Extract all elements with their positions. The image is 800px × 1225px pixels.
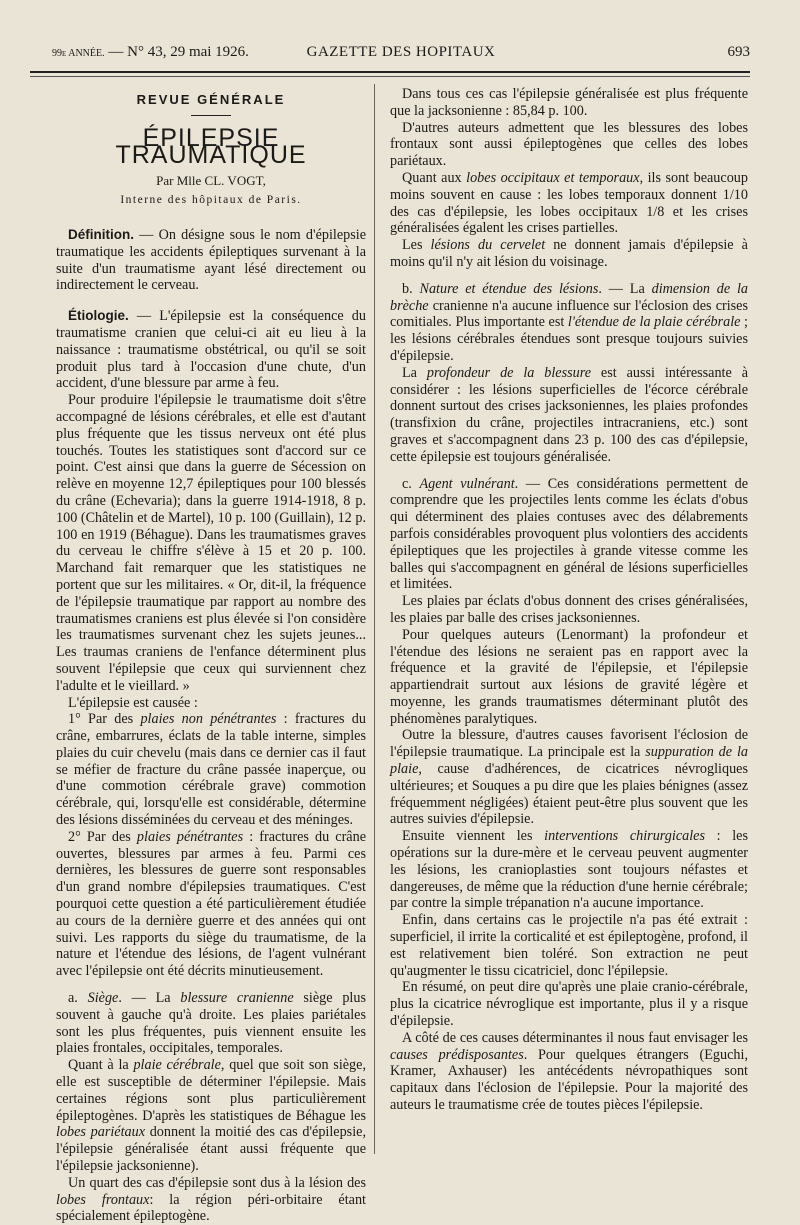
text-prof-1: La <box>402 364 427 381</box>
text-unquart-2: : la région péri-orbitaire étant spécialement épileptogène. <box>56 1191 366 1225</box>
term-siege: Siège <box>87 990 119 1007</box>
text-ensuite-1: Ensuite viennent les <box>402 828 545 845</box>
heading-etiologie: Étiologie. <box>68 308 129 324</box>
term-interventions: interventions chirurgicales <box>544 828 705 845</box>
left-column <box>56 86 366 1225</box>
running-head <box>52 44 750 66</box>
term-blessure-cranienne: blessure cranienne <box>180 990 294 1007</box>
author-affiliation: Interne des hôpitaux de Paris. <box>120 194 302 207</box>
text-cerv-2: ne donnent jamais d'épilepsie à moins qu'il n'y ait lésion du voisinage. <box>390 237 748 270</box>
paragraph-cervelet <box>390 237 748 271</box>
sub-label-a: a. <box>68 990 88 1007</box>
paragraph-projectile: Enfin, dans certains cas le projectile n'a pas été extrait : superficiel, il irrite la corticalité et est épileptogène, profond, il est relativement bien toléré. Son extraction ne peut qu'augmenter le tissu cicatriciel, donc l'épilepsie. <box>390 912 748 979</box>
text-nature-3: ; les lésions cérébrales étendues sont presque toujours suivies d'épilepsie. <box>390 314 748 364</box>
paragraph-lenormant: Pour quelques auteurs (Lenormant) la profondeur et l'étendue des lésions ne seraient pas en rapport avec la fréquence et la gravité de l'épilepsie, et l'épilepsie appartiendrait surtout aux lésions de gravité légère et moyenne, les grands traumatismes déterminant plutôt des phénomènes paralytiques. <box>390 626 748 727</box>
term-suppuration: suppuration de la plaie <box>390 744 748 778</box>
paragraph-profondeur <box>390 365 748 466</box>
paragraph-interventions <box>390 828 748 912</box>
term-etendue-plaie: l'étendue de la plaie cérébrale <box>567 314 741 331</box>
text-nature-2: cranienne n'a aucune influence sur l'éclosion des crises comitiales. Plus importante est <box>390 297 748 331</box>
term-dimension-breche: dimension de la brèche <box>390 280 749 314</box>
term-causes-predisposantes: causes prédisposantes <box>390 1046 524 1063</box>
paragraph-produire: Pour produire l'épilepsie le traumatisme doit s'être accompagné de lésions cérébrales, et elle est d'autant plus fréquente que les tissus nerveux ont été plus touchés. Toutes les statistiques sont d'accord sur ce point. C'est ainsi que dans la guerre de Sécession on relève en moyenne 12,7 épileptiques pour 100 blessés du crâne (Echevaria); dans la guerre 1914-1918, 8 p. 100 (Châtelin et de Martel), 10 p. 100 (Guillain), 12 p. 100 en 1919 (Béhague). Dans les traumatismes graves du cerveau le chiffre s'élève à 15 et 20 p. 100. Marchand fait remarquer que les statistiques ne portent que sur les militaires. « Or, dit-il, la fréquence de l'épilepsie traumatique par rapport au nombre des traumatismes craniens est plus élevée si l'on considère les traumatismes survenant chez les sujets jeunes... Les traumas craniens de l'enfance déterminent plus souvent l'épilepsie que ceux qui surviennent chez l'adulte et le vieillard. » <box>56 392 366 694</box>
text-cote-2: . Pour quelques étrangers (Eguchi, Kramer, Axhauser) les antécédents névropathiques sont capitaux dans l'éclosion de l'épilepsie. Pour la majorité des auteurs le traumatisme crée de toutes pièces l'épilepsie. <box>390 1046 748 1114</box>
text-unquart-1: Un quart des cas d'épilepsie sont dus à la lésion des <box>68 1174 366 1191</box>
term-plaie-cerebrale: plaie cérébrale <box>133 1057 221 1074</box>
paragraph-agent <box>390 476 748 594</box>
column-divider <box>374 84 375 1154</box>
text-siege-2: siège plus souvent à gauche qu'à droite. Les plaies pariétales sont les plus fréquentes, puis viennent ensuite les plaies frontales, occipitales, temporales. <box>56 990 366 1057</box>
text-quant-3: donnent la moitié des cas d'épilepsie, l'épilepsie généralisée étant aussi fréquente que l'épilepsie jacksonienne). <box>56 1124 366 1175</box>
paragraph-causee: L'épilepsie est causée : <box>68 694 198 711</box>
text-siege-1: . — La <box>118 990 181 1007</box>
text-etiologie: — L'épilepsie est la conséquence du traumatisme cranien que celui-ci ait eu lieu à la naissance : traumatisme obstétrical, ou qu'il se soit produit plus tard à l'occasion d'une chute, d'un accident, d'une blessure par arme à feu. <box>56 308 366 392</box>
text-ensuite-2: : les opérations sur la dure-mère et le cerveau peuvent augmenter les lésions, les cranioplasties sont toujours néfastes et dangereuses, de même que la réduction d'une hernie cérébrale; par contre la simple trépanation n'a aucune importance. <box>390 828 748 912</box>
text-definition: — On désigne sous le nom d'épilepsie traumatique les accidents épileptiques survenant à la suite d'un traumatisme ayant lésé directement ou indirectement le cerveau. <box>56 226 366 294</box>
paragraph-etiologie <box>56 308 366 392</box>
term-lobes-frontaux: lobes frontaux <box>56 1191 150 1208</box>
author-byline: Par Mlle CL. VOGT, <box>156 173 266 189</box>
text-quant-1: Quant à la <box>68 1057 134 1074</box>
term-plaies-non-penetrantes: plaies non pénétrantes <box>140 711 277 728</box>
term-agent-vulnerant: Agent vulnérant <box>419 475 515 492</box>
year-number: 99e ANNÉE. <box>52 48 105 59</box>
paragraph-dans-tous: Dans tous ces cas l'épilepsie généralisée est plus fréquente que la jacksonienne : 85,84 p. 100. <box>390 86 748 119</box>
text-outre-1: Outre la blessure, d'autres causes favorisent l'éclosion de l'épilepsie traumatique. La principale est la <box>390 727 748 761</box>
text-prof-2: est aussi intéressante à considérer : les lésions superficielles de l'écorce cérébrale donnent surtout des crises jacksoniennes, les plaies profondes (transfixion du crâne, projectiles intracraniens, etc.) sont graves et s'accompagnent dans 23 p. 100 des cas d'épilepsie, cette épilepsie est toujours généralisée. <box>390 364 748 465</box>
list-number-1: 1° Par des <box>68 711 141 728</box>
paragraph-plaies-non-penetrantes <box>56 711 366 829</box>
paragraph-lobes-frontaux <box>56 1175 366 1225</box>
paragraph-predisposantes <box>390 1030 748 1114</box>
sub-label-b: b. <box>402 280 420 297</box>
paragraph-eclats-obus: Les plaies par éclats d'obus donnent des crises généralisées, les plaies par balle des crises jacksoniennes. <box>390 593 748 626</box>
section-rule <box>191 115 231 116</box>
paragraph-occipitaux <box>390 170 748 237</box>
term-lobes-parietaux: lobes pariétaux <box>56 1124 146 1141</box>
paragraph-siege <box>56 990 366 1057</box>
text-cerv-1: Les <box>402 237 431 254</box>
paragraph-plaie-cerebrale <box>56 1057 366 1175</box>
header-rule-thin <box>30 76 750 77</box>
text-quant-2: , quel que soit son siège, elle est susceptible de déterminer l'épilepsie. Mais certaines régions sont plus particulièrement épileptogènes. D'après les statistiques de Béhague les <box>56 1057 366 1124</box>
right-column <box>390 86 748 1114</box>
paragraph-resume: En résumé, on peut dire qu'après une plaie cranio-cérébrale, plus la cicatrice névroglique est importante, plus il y a risque d'épilepsie. <box>390 979 748 1030</box>
text-plaies-penetrantes: : fractures du crâne ouvertes, blessures par armes à feu. Parmi ces dernières, les blessures de guerre sont responsables d'un grand nombre d'épilepsies traumatiques. C'est pourquoi cette question a été particulièrement étudiée au cours de la dernière guerre et des années qui ont suivi. Les rapports du siège du traumatisme, de la nature et l'étendue des lésions, de l'agent vulnérant avec l'épilepsie ont été décrits minutieusement. <box>56 828 366 980</box>
page-number: 693 <box>727 44 750 60</box>
header-rule <box>30 71 750 73</box>
term-lesions-cervelet: lésions du cervelet <box>430 237 546 254</box>
list-number-2: 2° Par des <box>68 828 137 845</box>
term-lobes-occipitaux: lobes occipitaux et temporaux <box>466 169 640 186</box>
text-nature-1: . — La <box>598 280 652 297</box>
article-title: ÉPILEPSIE TRAUMATIQUE <box>115 123 307 169</box>
text-outre-2: , cause d'adhérences, de cicatrices névrogliques ultérieures; et Souques a pu dire que les plaies bénignes (assez fréquemment négligées) étaient peut-être plus souvent que les autres suivies d'épilepsie. <box>390 761 748 828</box>
paragraph-suppuration <box>390 727 748 828</box>
text-plaies-non-penetrantes: : fractures du crâne, embarrures, éclats de la table interne, simples plaies du cuir chevelu (mais dans ce dernier cas il faut se méfier de fracture du crâne passée inaperçue, ou d'une commotion cérébrale grave) commotion cérébrale, qui, lorsqu'elle est considérable, détermine des lésions disséminées du cerveau et des méninges. <box>56 711 366 829</box>
text-occ-2: , ils sont beaucoup moins souvent en cause : les lobes temporaux donnent 1/10 des cas d'épilepsie, les lobes occipitaux 1/8 et les crises généralisées égalent les crises partielles. <box>390 169 748 237</box>
paragraph-nature <box>390 281 748 365</box>
journal-name: GAZETTE DES HOPITAUX <box>306 44 496 60</box>
text-occ-1: Quant aux <box>402 169 467 186</box>
heading-definition: Définition. <box>68 226 134 242</box>
text-cote-1: A côté de ces causes déterminantes il nous faut envisager les <box>402 1029 748 1046</box>
sub-label-c: c. <box>402 475 420 492</box>
issue-date: — N° 43, 29 mai 1926. <box>108 44 249 60</box>
paragraph-autres-auteurs: D'autres auteurs admettent que les blessures des lobes frontaux sont aussi épileptogènes que celles des lobes pariétaux. <box>390 119 748 170</box>
text-agent: . — Ces considérations permettent de comprendre que les projectiles lents comme les éclats d'obus qui déterminent des plaies contuses avec des délabrements parfois considérables provoquent plus volontiers des accidents épileptiques que les projectiles à grande vitesse comme les balles qui s'accompagnent en général de lésions superficielles et limitées. <box>390 475 748 593</box>
paragraph-plaies-penetrantes <box>56 829 366 980</box>
section-label: REVUE GÉNÉRALE <box>136 92 286 107</box>
paragraph-definition <box>56 227 366 294</box>
term-nature-etendue: Nature et étendue des lésions <box>419 280 599 297</box>
term-plaies-penetrantes: plaies pénétrantes <box>136 828 244 845</box>
term-profondeur: profondeur de la blessure <box>426 364 592 381</box>
